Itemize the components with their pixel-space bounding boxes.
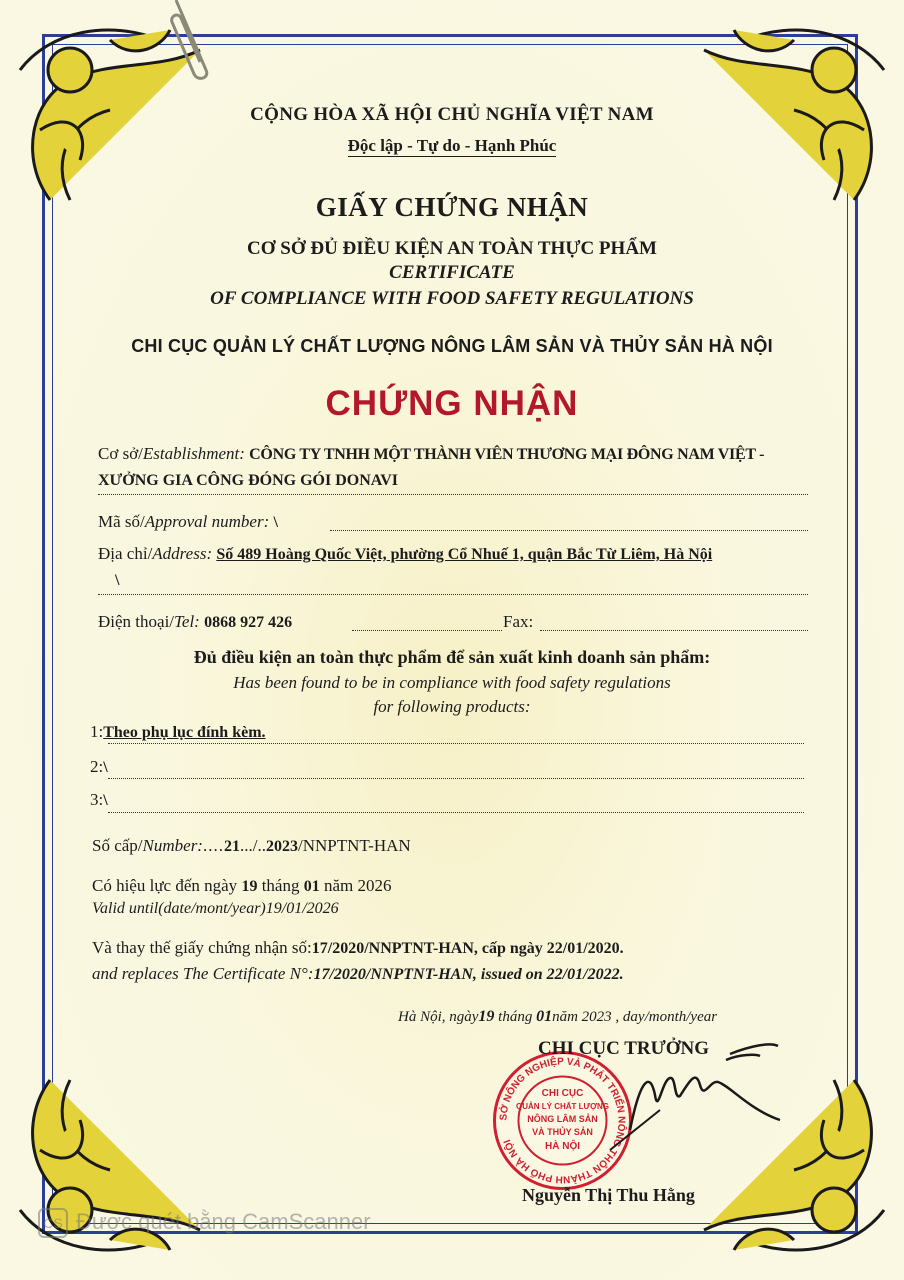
dotted-line — [108, 812, 804, 813]
dotted-line — [108, 743, 804, 744]
dotted-line — [98, 494, 808, 495]
certificate-subtitle-en-1: CERTIFICATE — [389, 262, 515, 283]
address-line: Địa chỉ/Address: Số 489 Hoàng Quốc Việt, phường Cổ Nhuế 1, quận Bắc Từ Liêm, Hà Nội — [98, 544, 713, 563]
tel-value: 0868 927 426 — [204, 614, 293, 631]
corner-ornament-bottom-left — [10, 1070, 210, 1270]
product-item-3: 3:\ — [90, 790, 108, 809]
replaces-vi: Và thay thế giấy chứng nhận số:17/2020/NNPTNT-HAN, cấp ngày 22/01/2020. — [92, 938, 624, 957]
approval-line: Mã số/Approval number: \ — [98, 512, 278, 531]
signer-title: CHI CỤC TRƯỞNG — [538, 1038, 710, 1059]
camscanner-logo-icon: CS — [38, 1208, 68, 1238]
product-item-2: 2:\ — [90, 757, 108, 776]
certificate-title: GIẤY CHỨNG NHẬN — [315, 192, 589, 222]
establishment-value-2: XƯỞNG GIA CÔNG ĐÓNG GÓI DONAVI — [98, 472, 399, 489]
validity-vi: Có hiệu lực đến ngày 19 tháng 01 năm 2026 — [92, 876, 392, 895]
tel-line: Điện thoại/Tel: 0868 927 426 — [98, 612, 293, 631]
fax-label: Fax: — [503, 612, 534, 631]
issue-date-line: Hà Nội, ngày19 tháng 01năm 2023 , day/month/year — [398, 1008, 718, 1025]
svg-text:VÀ THỦY SẢN: VÀ THỦY SẢN — [532, 1127, 593, 1137]
certificate-number-line: Số cấp/Number:....21.../..2023/NNPTNT-HAN — [92, 836, 411, 855]
replaces-en: and replaces The Certificate N°:17/2020/NNPTNT-HAN, issued on 22/01/2022. — [92, 964, 624, 983]
certificate-subtitle-en-2: OF COMPLIANCE WITH FOOD SAFETY REGULATIONS — [210, 288, 694, 309]
svg-text:QUẢN LÝ CHẤT LƯỢNG: QUẢN LÝ CHẤT LƯỢNG — [515, 1102, 610, 1111]
certify-heading: CHỨNG NHẬN — [325, 384, 579, 423]
requirement-en-2: for following products: — [373, 697, 531, 716]
dotted-line — [330, 530, 808, 531]
signer-name: Nguyễn Thị Thu Hằng — [522, 1185, 695, 1205]
svg-text:CHI CỤC: CHI CỤC — [541, 1088, 584, 1099]
motto: Độc lập - Tự do - Hạnh Phúc — [347, 136, 557, 155]
paper-clip-icon — [168, 0, 218, 80]
handwritten-signature — [600, 1040, 800, 1160]
validity-en: Valid until(date/mont/year)19/01/2026 — [92, 900, 339, 917]
certificate-year: 2023 — [265, 838, 298, 855]
certificate-number: 21 — [223, 838, 240, 855]
address-value-2: \ — [115, 572, 120, 589]
certificate-subtitle-vi: CƠ SỞ ĐỦ ĐIỀU KIỆN AN TOÀN THỰC PHẨM — [247, 238, 657, 259]
requirement-vi: Đủ điều kiện an toàn thực phẩm để sản xuất kinh doanh sản phẩm: — [193, 647, 711, 667]
camscanner-watermark: CS Được quét bằng CamScanner — [38, 1208, 371, 1238]
country-name: CỘNG HÒA XÃ HỘI CHỦ NGHĨA VIỆT NAM — [250, 104, 654, 125]
dotted-line — [108, 778, 804, 779]
issuing-agency: CHI CỤC QUẢN LÝ CHẤT LƯỢNG NÔNG LÂM SẢN VÀ THỦY SẢN HÀ NỘI — [131, 336, 773, 356]
svg-text:NÔNG LÂM SẢN: NÔNG LÂM SẢN — [527, 1114, 598, 1124]
approval-value: \ — [273, 514, 278, 531]
requirement-en-1: Has been found to be in compliance with food safety regulations — [233, 673, 671, 692]
svg-text:HÀ NỘI: HÀ NỘI — [545, 1141, 580, 1152]
establishment-line: Cơ sở/Establishment: CÔNG TY TNHH MỘT THÀNH VIÊN THƯƠNG MẠI ĐÔNG NAM VIỆT - — [98, 444, 765, 463]
establishment-value: CÔNG TY TNHH MỘT THÀNH VIÊN THƯƠNG MẠI ĐÔNG NAM VIỆT - — [249, 446, 765, 463]
dotted-line — [98, 594, 808, 595]
dotted-line — [540, 630, 808, 631]
dotted-line — [352, 630, 502, 631]
svg-text:SỞ NÔNG NGHIỆP VÀ PHÁT TRIỂN N: SỞ NÔNG NGHIỆP VÀ PHÁT TRIỂN NÔNG THÔN THÀNH PHỐ HÀ NỘI — [498, 1056, 627, 1185]
product-item-1: 1:Theo phụ lục đính kèm. — [90, 722, 266, 741]
address-value: Số 489 Hoàng Quốc Việt, phường Cổ Nhuế 1, quận Bắc Từ Liêm, Hà Nội — [216, 546, 713, 563]
